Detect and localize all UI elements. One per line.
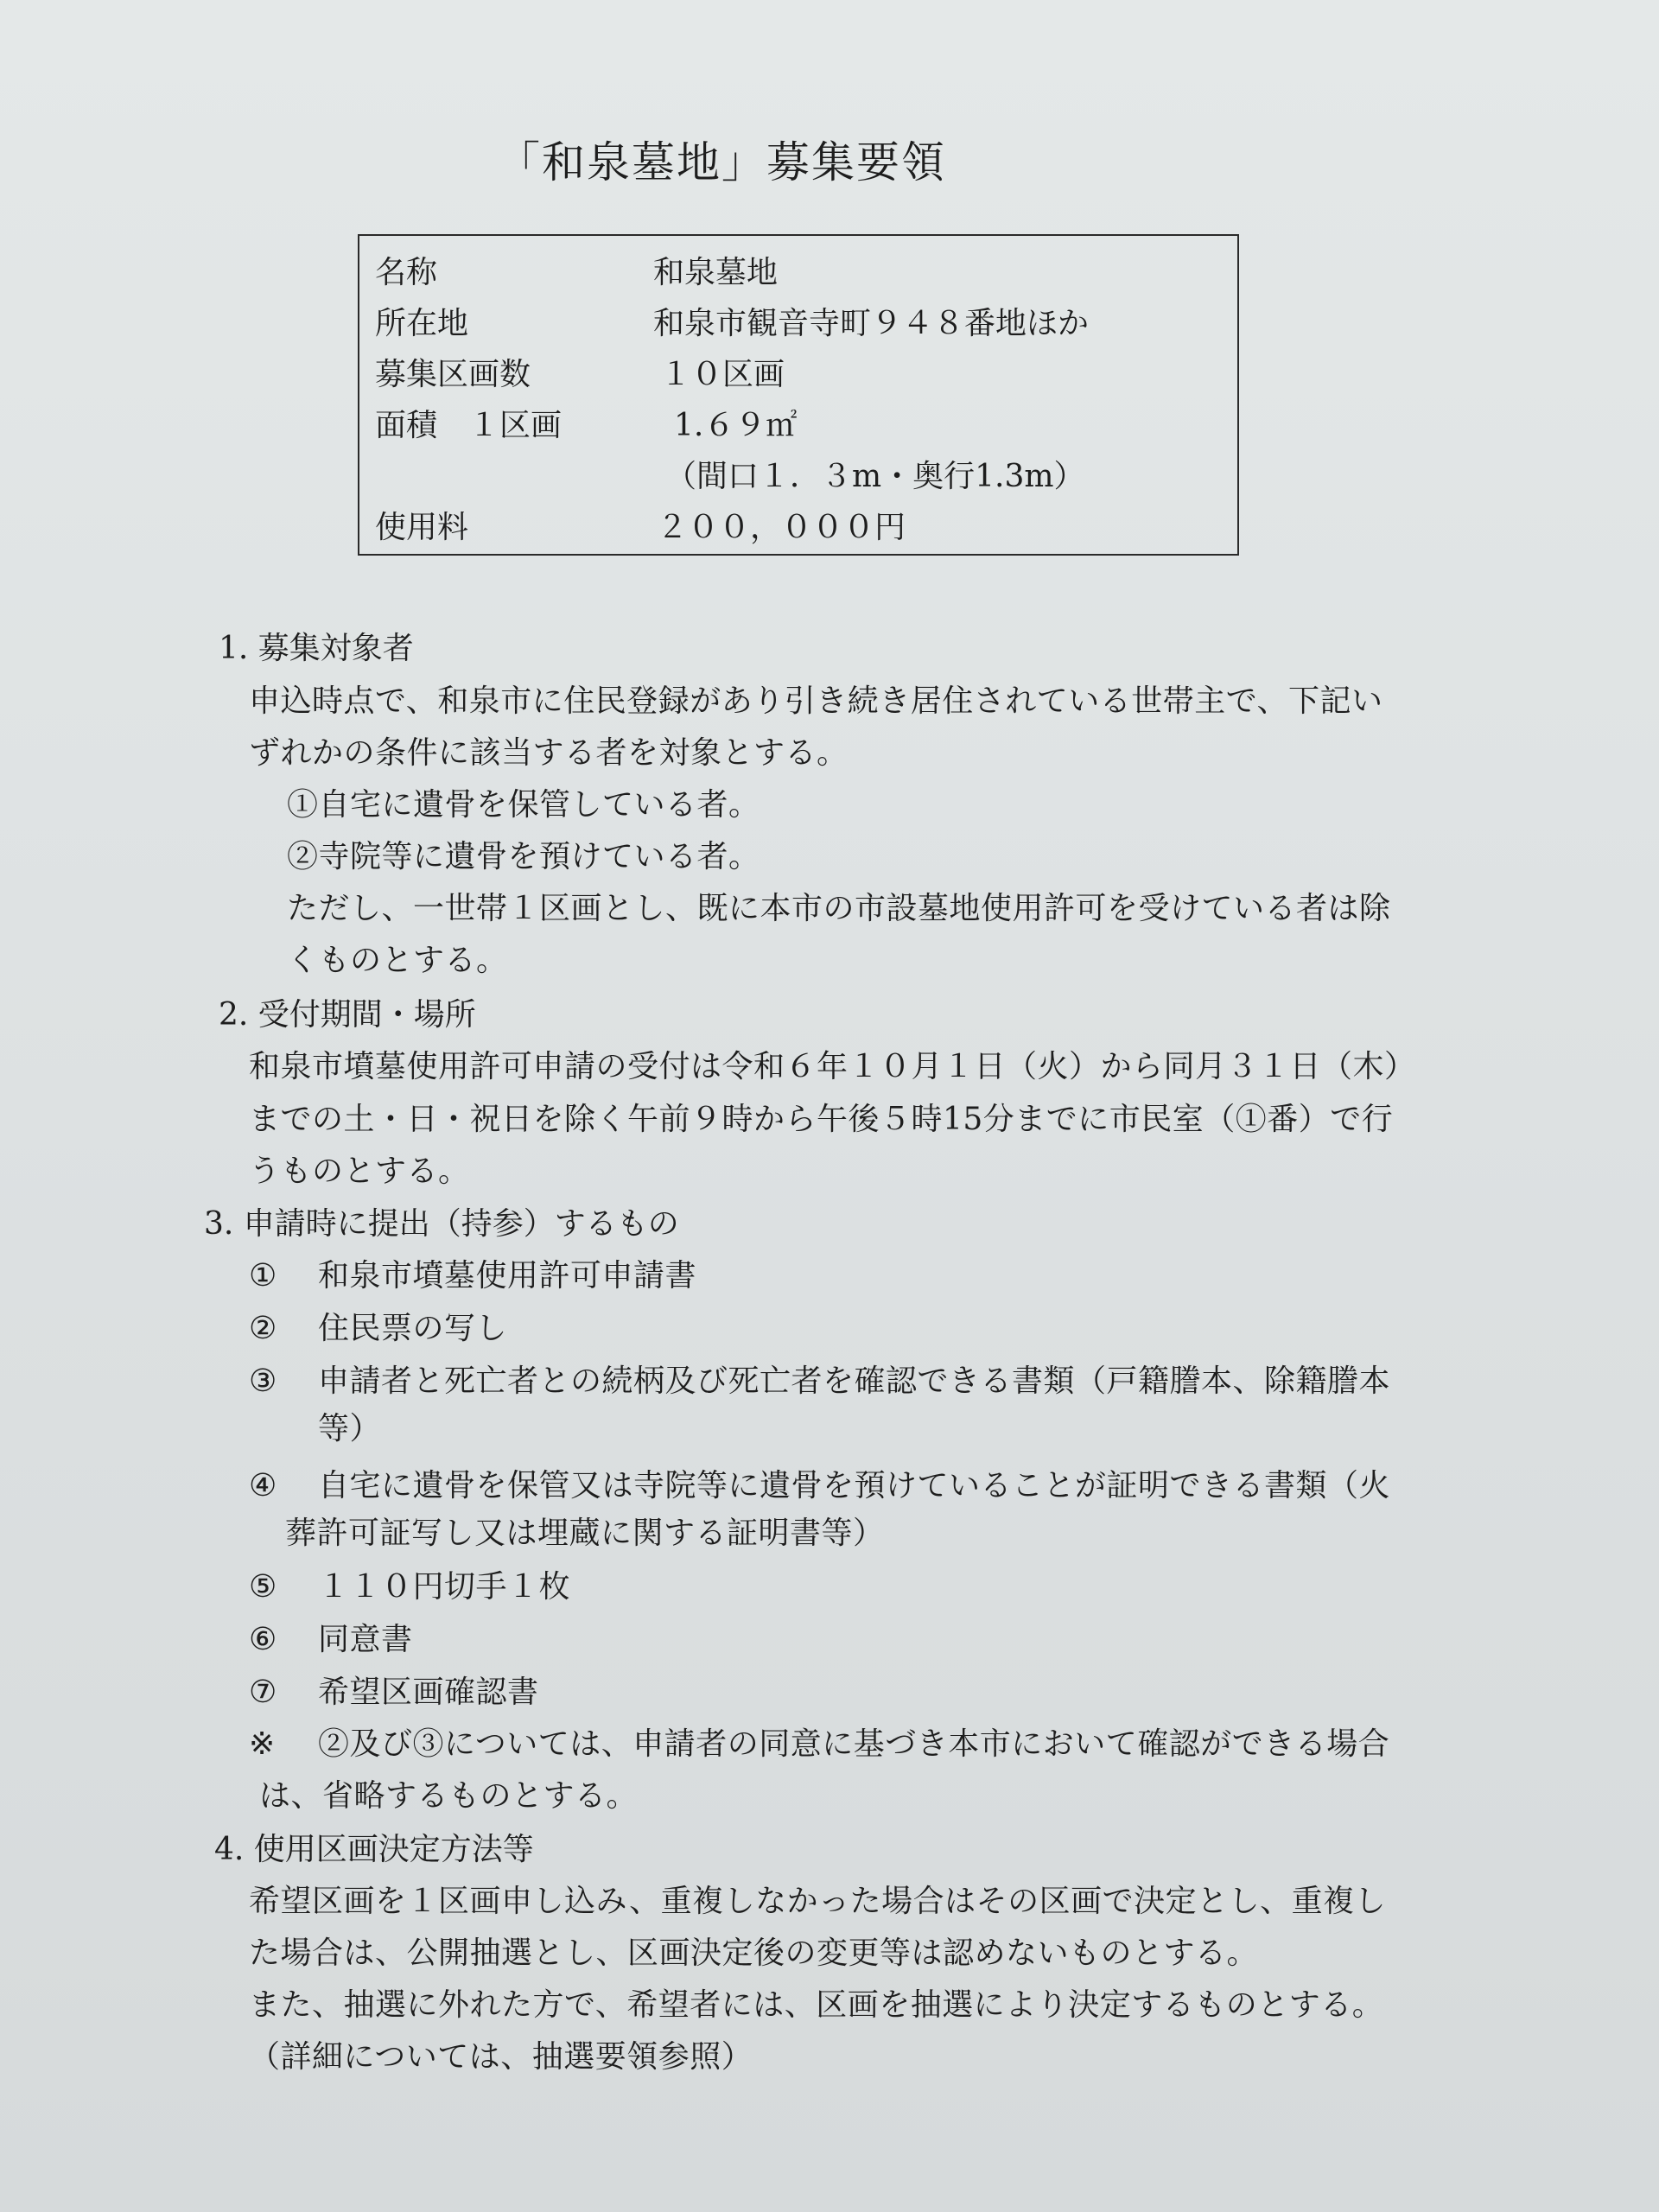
section-4-line: 希望区画を１区画申し込み、重複しなかった場合はその区画で決定とし、重複し xyxy=(249,1884,1387,1919)
item-text: 葬許可証写し又は埋蔵に関する証明書等） xyxy=(285,1516,885,1551)
section-4-line: （詳細については、抽選要領参照） xyxy=(249,2039,753,2075)
submission-item xyxy=(249,1357,1390,1401)
section-heading-1: 1. 募集対象者 xyxy=(219,631,414,666)
section-4-line: また、抽選に外れた方で、希望者には、区画を抽選により決定するものとする。 xyxy=(249,1987,1384,2023)
item-number: ④ xyxy=(249,1468,277,1503)
section-heading-4: 4. 使用区画決定方法等 xyxy=(214,1832,534,1867)
info-row-frontage xyxy=(359,445,1237,497)
submission-item xyxy=(249,1251,696,1295)
info-label: 所在地 xyxy=(375,306,469,341)
info-row-name xyxy=(359,241,1237,293)
submission-item xyxy=(249,1668,539,1712)
info-value: 1.６９㎡ xyxy=(674,408,798,443)
info-row-location xyxy=(359,292,1237,344)
info-value: １０区画 xyxy=(660,357,785,392)
item-number: ⑦ xyxy=(249,1675,277,1710)
section-heading-2: 2. 受付期間・場所 xyxy=(219,997,476,1033)
info-label: 使用料 xyxy=(375,510,469,545)
section-1-line: ただし、一世帯１区画とし、既に本市の市設墓地使用許可を受けている者は除 xyxy=(287,891,1391,926)
info-row-area xyxy=(359,394,1237,446)
item-text: １１０円切手１枚 xyxy=(318,1569,571,1605)
submission-item xyxy=(249,1461,1390,1505)
section-heading-3: 3. 申請時に提出（持参）するもの xyxy=(204,1206,679,1242)
submission-item xyxy=(249,1615,413,1659)
info-value: 和泉墓地 xyxy=(653,255,779,290)
item-text: 自宅に遺骨を保管又は寺院等に遺骨を預けていることが証明できる書類（火 xyxy=(318,1468,1391,1503)
info-label: 面積 １区画 xyxy=(375,408,563,443)
note-text: ②及び③については、申請者の同意に基づき本市において確認ができる場合 xyxy=(318,1726,1390,1762)
info-value: ２００，０００円 xyxy=(657,510,906,545)
submission-item xyxy=(249,1404,381,1448)
info-value: 和泉市観音寺町９４８番地ほか xyxy=(653,306,1090,341)
info-value: （間口１．３m・奥行1.3m） xyxy=(665,459,1085,494)
section-2-line: うものとする。 xyxy=(249,1154,470,1189)
submission-note xyxy=(249,1719,1389,1764)
section-1-line: くものとする。 xyxy=(287,943,508,978)
section-2-line: までの土・日・祝日を除く午前９時から午後５時15分までに市民室（①番）で行 xyxy=(249,1102,1394,1137)
item-number: ⑥ xyxy=(249,1622,277,1657)
item-text: 同意書 xyxy=(318,1622,413,1657)
submission-item-continued xyxy=(285,1509,885,1553)
submission-item xyxy=(249,1562,570,1606)
item-text: 申請者と死亡者との続柄及び死亡者を確認できる書類（戸籍謄本、除籍謄本 xyxy=(318,1363,1391,1399)
section-1-line: ②寺院等に遺骨を預けている者。 xyxy=(287,839,760,874)
item-number: ③ xyxy=(249,1363,277,1399)
note-text: は、省略するものとする。 xyxy=(259,1778,639,1814)
item-text: 等） xyxy=(318,1411,382,1446)
section-1-line: 申込時点で、和泉市に住民登録があり引き続き居住されている世帯主で、下記い xyxy=(249,683,1383,719)
section-2-line: 和泉市墳墓使用許可申請の受付は令和６年１０月１日（火）から同月３１日（木） xyxy=(249,1049,1416,1084)
note-mark: ※ xyxy=(249,1726,276,1762)
info-label: 名称 xyxy=(375,255,438,290)
section-1-line: ずれかの条件に該当する者を対象とする。 xyxy=(249,735,849,771)
item-number: ⑤ xyxy=(249,1569,277,1605)
info-row-plot-count xyxy=(359,343,1237,395)
item-text: 希望区画確認書 xyxy=(318,1675,539,1710)
item-text: 住民票の写し xyxy=(318,1311,508,1346)
section-4-line: た場合は、公開抽選とし、区画決定後の変更等は認めないものとする。 xyxy=(249,1936,1259,1971)
info-label: 募集区画数 xyxy=(375,357,531,392)
info-table xyxy=(358,234,1239,556)
info-row-fee xyxy=(359,496,1237,548)
page-title: 「和泉墓地」募集要領 xyxy=(497,137,946,188)
submission-item xyxy=(249,1304,507,1348)
item-number: ② xyxy=(249,1311,277,1346)
submission-note-continued xyxy=(259,1771,638,1815)
section-1-line: ①自宅に遺骨を保管している者。 xyxy=(287,787,760,823)
item-text: 和泉市墳墓使用許可申請書 xyxy=(318,1258,697,1294)
item-number: ① xyxy=(249,1258,277,1294)
